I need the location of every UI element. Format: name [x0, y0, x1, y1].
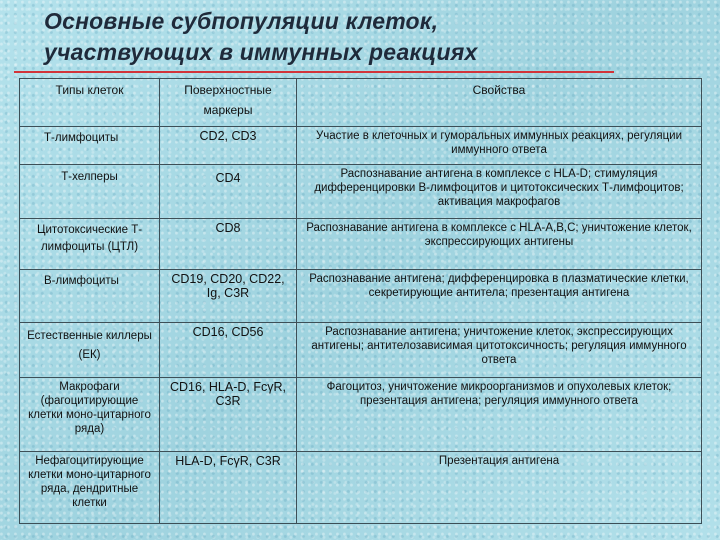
- cell-markers: HLA-D, FcγR, C3R: [160, 452, 297, 524]
- table-row-t-lymphocytes: [20, 127, 702, 165]
- cell-properties: Распознавание антигена в комплексе с HLA-D; стимуляция дифференцировки В-лимфоцитов и цитотоксических Т-лимфоцитов; активация макрофагов: [297, 165, 702, 219]
- table-row-t-helpers: [20, 165, 702, 219]
- cell-type: В-лимфоциты: [20, 270, 160, 323]
- table-row-macrophages: [20, 378, 702, 452]
- table-row-cytotoxic-t: [20, 219, 702, 270]
- slide-title-line-2: участвующих в иммунных реакциях: [44, 39, 478, 65]
- cell-markers: CD4: [160, 165, 297, 219]
- cell-properties: Распознавание антигена; уничтожение клеток, экспрессирующих антигены; антителозависимая цитотоксичность; регуляция иммунного ответа: [297, 323, 702, 378]
- cell-properties: Презентация антигена: [297, 452, 702, 524]
- table-row-dendritic-cells: [20, 452, 702, 524]
- cell-markers: CD16, HLA-D, FcγR, C3R: [160, 378, 297, 452]
- table-row-b-lymphocytes: [20, 270, 702, 323]
- header-properties: Свойства: [297, 79, 702, 127]
- table-header-row: [20, 79, 702, 127]
- cell-type: Т-лимфоциты: [20, 127, 160, 165]
- header-surface-markers: Поверхностные маркеры: [160, 79, 297, 127]
- cell-subpopulations-table: [19, 78, 702, 524]
- cell-type: Макрофаги (фагоцитирующие клетки моно-цитарного ряда): [20, 378, 160, 452]
- cell-markers: CD8: [160, 219, 297, 270]
- cell-type: Цитотоксические Т-лимфоциты (ЦТЛ): [20, 219, 160, 270]
- cell-markers: CD16, CD56: [160, 323, 297, 378]
- header-cell-types: Типы клеток: [20, 79, 160, 127]
- cell-properties: Фагоцитоз, уничтожение микроорганизмов и опухолевых клеток; презентация антигена; регуляция иммунного ответа: [297, 378, 702, 452]
- cell-type: Естественные киллеры (ЕК): [20, 323, 160, 378]
- slide-title: [44, 6, 477, 68]
- cell-markers: CD19, CD20, CD22, Ig, C3R: [160, 270, 297, 323]
- slide-title-line-1: Основные субпопуляции клеток,: [44, 8, 439, 34]
- table-row-natural-killers: [20, 323, 702, 378]
- cell-type: Т-хелперы: [20, 165, 160, 219]
- cell-properties: Участие в клеточных и гуморальных иммунных реакциях, регуляции иммунного ответа: [297, 127, 702, 165]
- title-underline: [14, 71, 614, 73]
- cell-properties: Распознавание антигена; дифференцировка в плазматические клетки, секретирующие антитела; презентация антигена: [297, 270, 702, 323]
- cell-properties: Распознавание антигена в комплексе с HLA-A,B,C; уничтожение клеток, экспрессирующих антигены: [297, 219, 702, 270]
- cell-type: Нефагоцитирующие клетки моно-цитарного ряда, дендритные клетки: [20, 452, 160, 524]
- cell-markers: CD2, CD3: [160, 127, 297, 165]
